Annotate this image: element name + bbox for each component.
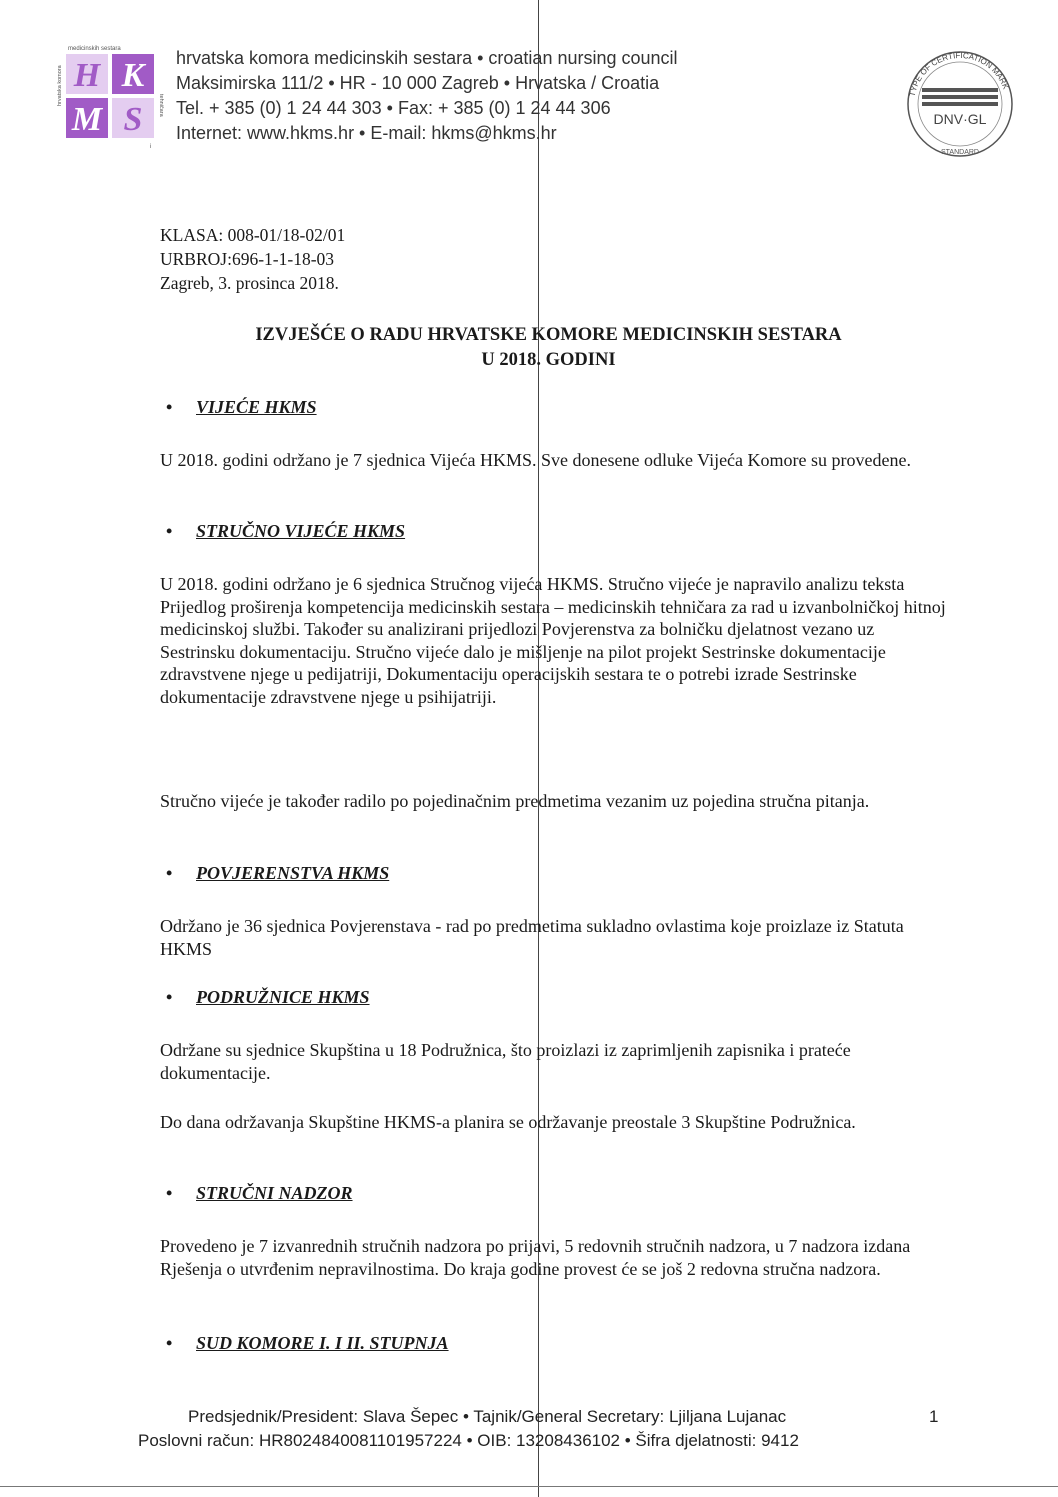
povjerenstva-paragraph: Održano je 36 sjednica Povjerenstava - rad po predmetima sukladno ovlastima koje proizlaze iz Statuta HKMS (160, 916, 904, 959)
section-heading-text: VIJEĆE HKMS (196, 397, 317, 417)
section-heading-text: STRUČNO VIJEĆE HKMS (196, 521, 406, 541)
strucni-nadzor-paragraph: Provedeno je 7 izvanrednih stručnih nadzora po prijavi, 5 redovnih stručnih nadzora, u 7 nadzora izdana Rješenja o utvrđenim nepravilnostima. Do kraja godine provest će se još 2 redovna stručna nadzora. (160, 1236, 911, 1279)
bullet-icon: • (166, 521, 173, 541)
strucno-vijece-paragraph-1: U 2018. godini održano je 6 sjednica Stručnog vijeća HKMS. Stručno vijeće je napravilo analizu teksta Prijedlog proširenja kompetencija medicinskih sestara – medicinskih tehničara za rad u izvanbolničkoj hitnoj medicinskoj službi. Također su analizirani prijedlozi Povjerenstva za bolničku djelatnost vezano uz Sestrinsku dokumentaciju. Stručno vijeće dalo je mišljenje na pilot projekt Sestrinske dokumentacije zdravstvene njege u pedijatriji, Dokumentaciju operacijskih sestara te o potrebi izrade Sestrinske dokumentacije zdravstvene njege u psihijatriji. (160, 574, 946, 707)
section-heading-vijece (166, 397, 317, 418)
logo-letter-s: S (123, 101, 143, 138)
footer-business-info: Poslovni račun: HR8024840081101957224 • OIB: 13208436102 • Šifra djelatnosti: 9412 (138, 1431, 799, 1450)
cert-bottom-text: STANDARD (941, 149, 979, 156)
section-heading-text: POVJERENSTVA HKMS (196, 863, 390, 883)
document-date: Zagreb, 3. prosinca 2018. (160, 273, 339, 293)
bullet-icon: • (166, 987, 173, 1007)
section-heading-strucni-nadzor (166, 1183, 353, 1204)
letterhead-web-email: Internet: www.hkms.hr • E-mail: hkms@hkms.hr (176, 123, 557, 143)
section-heading-podruznice (166, 987, 370, 1008)
hkms-logo (56, 44, 164, 162)
vijece-paragraph: U 2018. godini održano je 7 sjednica Vijeća HKMS. Sve donesene odluke Vijeća Komore su provedene. (160, 450, 911, 470)
document-title-line-2: U 2018. GODINI (481, 350, 616, 370)
podruznice-paragraph-1: Održane su sjednice Skupština u 18 Podružnica, što proizlazi iz zaprimljenih zapisnika i prateće dokumentacije. (160, 1040, 851, 1083)
strucno-vijece-paragraph-2: Stručno vijeće je također radilo po pojedinačnim predmetima vezanim uz pojedina stručna pitanja. (160, 791, 870, 811)
bullet-icon: • (166, 397, 173, 417)
section-heading-text: PODRUŽNICE HKMS (196, 987, 370, 1007)
letterhead-address: Maksimirska 111/2 • HR - 10 000 Zagreb • Hrvatska / Croatia (176, 73, 660, 93)
footer-officials: Predsjednik/President: Slava Šepec • Tajnik/General Secretary: Ljiljana Lujanac (188, 1407, 787, 1426)
urbroj: URBROJ:696-1-1-18-03 (160, 249, 335, 269)
logo-top-text: medicinskih sestara (68, 46, 121, 52)
letterhead-phone-fax: Tel. + 385 (0) 1 24 44 303 • Fax: + 385 (0) 1 24 44 306 (176, 98, 611, 118)
bullet-icon: • (166, 863, 173, 883)
dnv-gl-certification-mark (900, 42, 1020, 160)
logo-letter-m: M (71, 101, 103, 138)
letterhead-line-1: hrvatska komora medicinskih sestara • croatian nursing council (176, 48, 678, 68)
section-heading-sud-komore (166, 1333, 449, 1354)
bullet-icon: • (166, 1183, 173, 1203)
logo-letter-h: H (73, 57, 101, 94)
klasa: KLASA: 008-01/18-02/01 (160, 225, 346, 245)
section-heading-text: STRUČNI NADZOR (196, 1183, 353, 1203)
page-bottom-edge (0, 1486, 1058, 1487)
logo-right-text: tehničara (158, 94, 164, 117)
bullet-icon: • (166, 1333, 173, 1353)
podruznice-paragraph-2: Do dana održavanja Skupštine HKMS-a planira se održavanje preostale 3 Skupštine Podružnica. (160, 1112, 856, 1132)
page-number: 1 (929, 1407, 939, 1426)
cert-top-text: TYPE OF CERTIFICATION MARK (907, 50, 1011, 98)
cert-brand: DNV·GL (933, 111, 987, 127)
section-heading-text: SUD KOMORE I. I II. STUPNJA (196, 1333, 449, 1353)
logo-bottom-text: i (150, 144, 152, 150)
document-title-line-1: IZVJEŠĆE O RADU HRVATSKE KOMORE MEDICINSKIH SESTARA (255, 325, 842, 345)
logo-left-text: hrvatska komora (57, 65, 63, 106)
logo-letter-k: K (121, 57, 145, 94)
section-heading-povjerenstva (166, 863, 390, 884)
section-heading-strucno-vijece (166, 521, 406, 542)
